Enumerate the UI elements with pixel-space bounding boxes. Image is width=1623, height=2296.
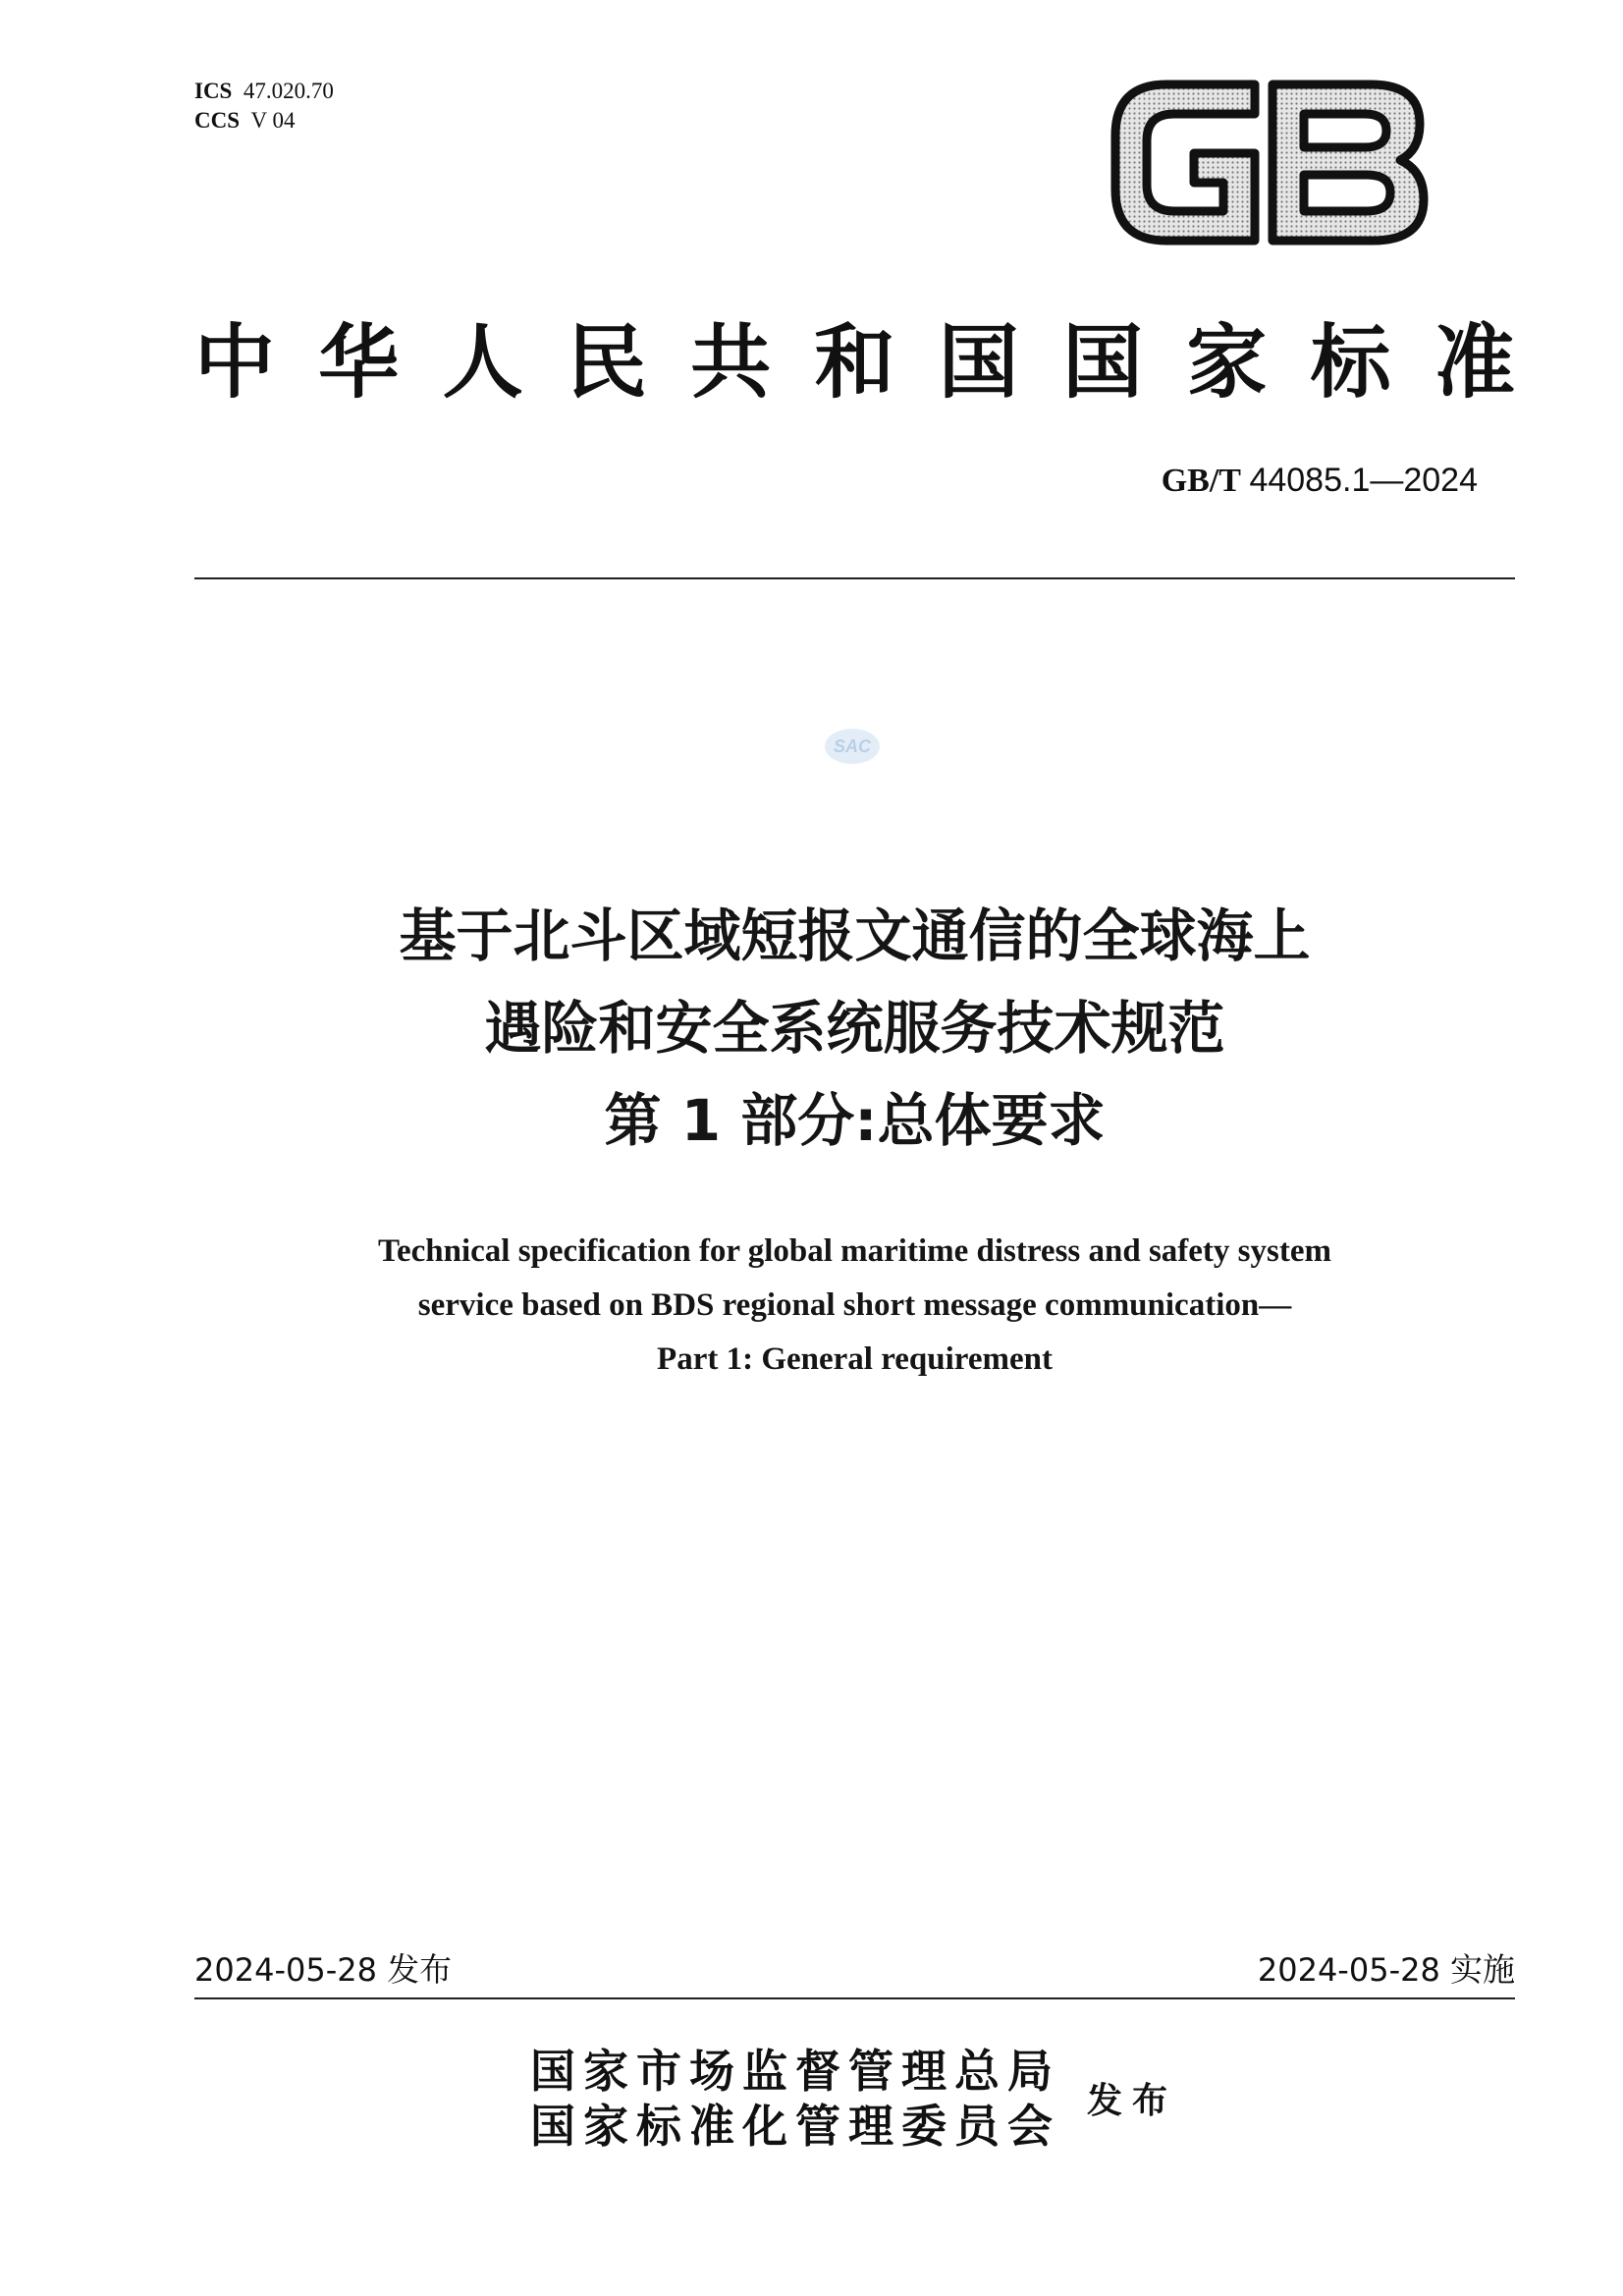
title-cn-line3: 第 1 部分:总体要求: [604, 1087, 1106, 1154]
implement-date: 2024-05-28 实施: [1257, 1950, 1515, 1989]
title-en-line3: Part 1: General requirement: [657, 1341, 1053, 1377]
issuing-organizations: [530, 2044, 1060, 2154]
bottom-divider: [194, 1997, 1515, 1999]
issuer-samr: 国家市场监督管理总局: [530, 2045, 1060, 2098]
dates-row: [194, 1944, 1515, 1988]
title-en-line1: Technical specification for global maritime distress and safety system: [378, 1233, 1331, 1269]
title-cn-line2: 遇险和安全系统服务技术规范: [484, 995, 1225, 1062]
title-cn-line1: 基于北斗区域短报文通信的全球海上: [399, 902, 1311, 969]
top-divider: [194, 577, 1515, 579]
issued-label: 发布: [1087, 2080, 1178, 2121]
gb-logo: [1108, 77, 1430, 248]
issuer-sac: 国家标准化管理委员会: [530, 2100, 1060, 2153]
sac-watermark-icon: [823, 727, 882, 766]
classification-codes: [194, 77, 334, 136]
ics-code: ICS 47.020.70: [194, 79, 334, 103]
standard-type-heading: 中 华 人 民 共 和 国 国 家 标 准: [194, 314, 1515, 410]
ccs-code: CCS V 04: [194, 108, 296, 133]
title-en-line2: service based on BDS regional short message communication—: [417, 1287, 1292, 1323]
standard-number: GB/T 44085.1—2024: [1161, 462, 1478, 499]
svg-text:SAC: SAC: [833, 737, 872, 756]
publish-date: 2024-05-28 发布: [194, 1950, 453, 1989]
